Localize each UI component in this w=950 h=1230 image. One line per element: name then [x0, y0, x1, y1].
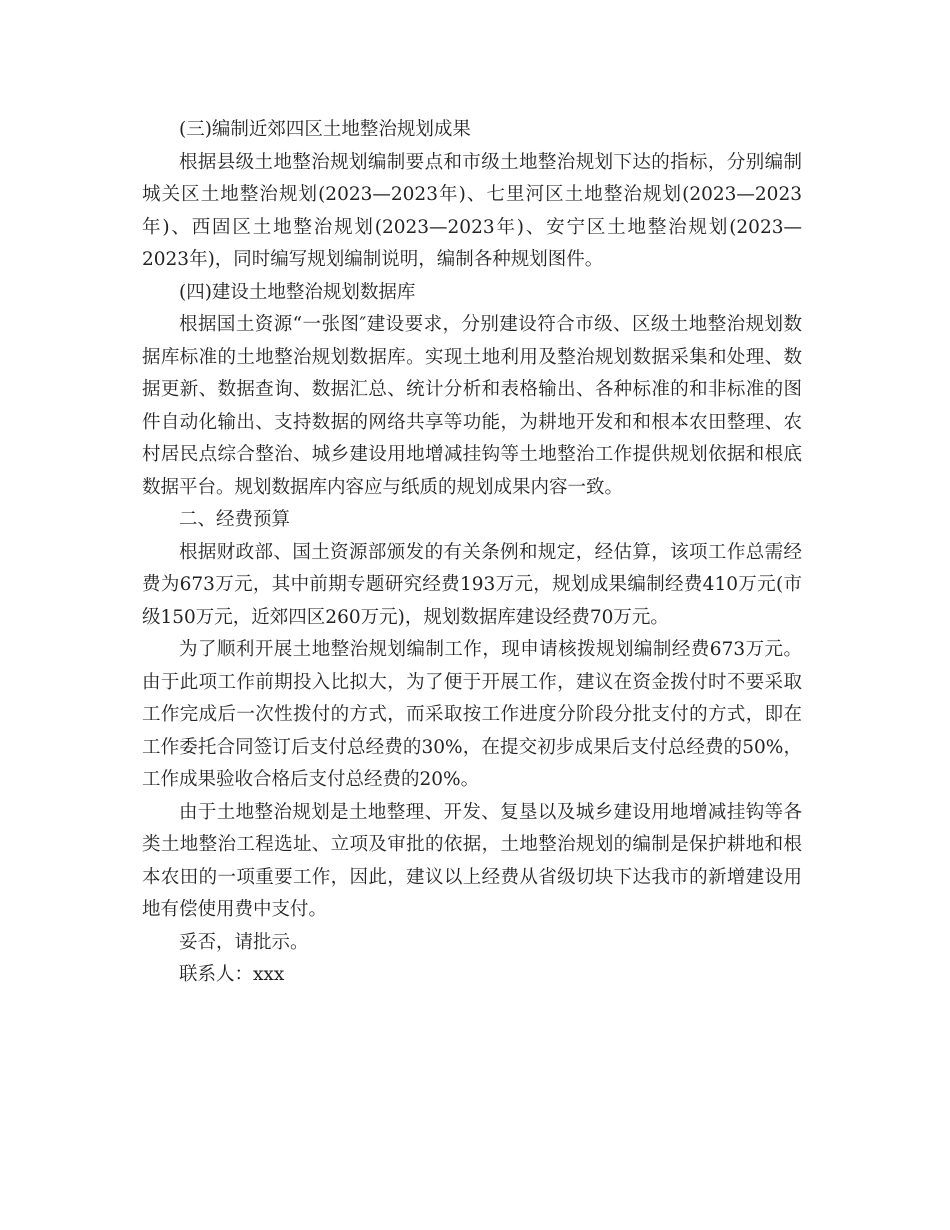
section-heading-3: (三)编制近郊四区土地整治规划成果 [179, 119, 471, 140]
closing-request: 妥否，请批示。 [179, 931, 309, 953]
paragraph-funding-source: 由于土地整治规划是土地整理、开发、复垦以及城乡建设用地增减挂钩等各类土地整治工程选址、立项及审批的依据，土地整治规划的编制是保护耕地和根本农田的一项重要工作，因此，建议以上经费从省级切块下达我市的新增建设用地有偿使用费中支付。 [142, 801, 802, 920]
paragraph-database: 根据国土资源“一张图″建设要求，分别建设符合市级、区级土地整治规划数据库标准的土地整治规划数据库。实现土地利用及整治规划数据采集和处理、数据更新、数据查询、数据汇总、统计分析和表格输出、各种标准的和非标准的图件自动化输出、支持数据的网络共享等功能，为耕地开发和和根本农田整理、农村居民点综合整治、城乡建设用地增减挂钩等土地整治工作提供规划依据和根底数据平台。规划数据库内容应与纸质的规划成果内容一致。 [142, 314, 802, 498]
paragraph-plan-compilation: 根据县级土地整治规划编制要点和市级土地整治规划下达的指标，分别编制城关区土地整治规划(2023—2023年)、七里河区土地整治规划(2023—2023年)、西固区土地整治规划(2023—2023年)、安宁区土地整治规划(2023—2023年)，同时编写规划编制说明，编制各种规划图件。 [142, 151, 802, 270]
document-body [142, 114, 802, 992]
section-heading-4: (四)建设土地整治规划数据库 [179, 281, 416, 303]
paragraph-budget-estimate: 根据财政部、国土资源部颁发的有关条例和规定，经估算，该项工作总需经费为673万元，其中前期专题研究经费193万元，规划成果编制经费410万元(市级150万元，近郊四区260万元)，规划数据库建设经费70万元。 [142, 541, 802, 628]
section-heading-budget: 二、经费预算 [179, 509, 291, 530]
paragraph-payment-schedule: 为了顺利开展土地整治规划编制工作，现申请核拨规划编制经费673万元。由于此项工作前期投入比拟大，为了便于开展工作，建议在资金拨付时不要采取工作完成后一次性拨付的方式，而采取按工作进度分阶段分批支付的方式，即在工作委托合同签订后支付总经费的30%，在提交初步成果后支付总经费的50%，工作成果验收合格后支付总经费的20%。 [142, 639, 802, 790]
contact-person: 联系人：xxx [179, 964, 285, 985]
